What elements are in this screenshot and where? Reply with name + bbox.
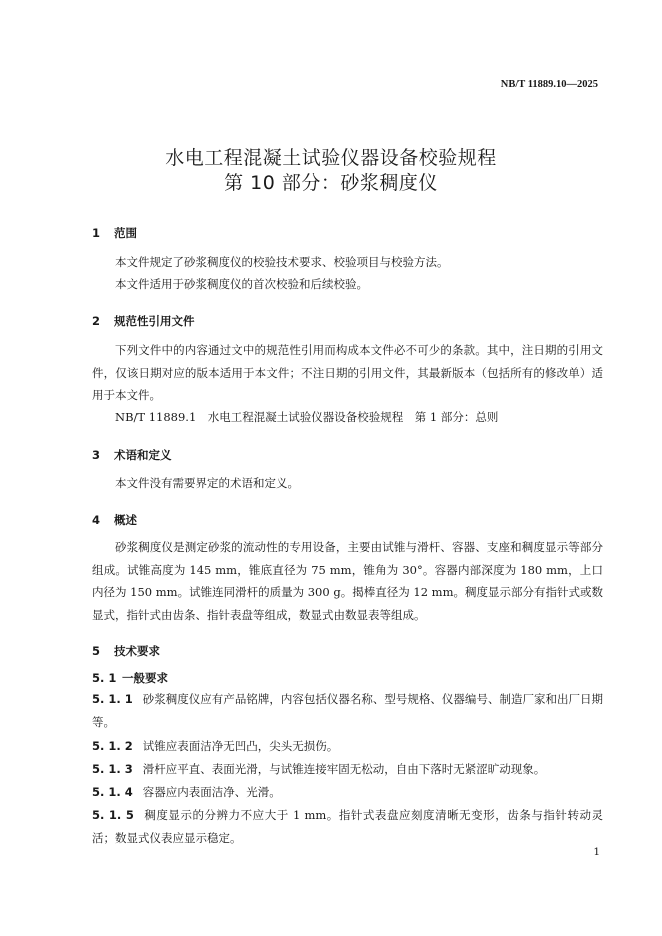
clause-number: 5. 1. 3 xyxy=(92,762,133,776)
section-title: 概述 xyxy=(114,513,137,527)
page-number: 1 xyxy=(593,846,600,858)
section-number: 3 xyxy=(92,448,101,462)
clause-text: 滑杆应平直、表面光滑，与试锥连接牢固无松动，自由下落时无紧涩旷动现象。 xyxy=(142,762,546,776)
clause-5-1-2 xyxy=(92,735,603,758)
clause-number: 5. 1. 1 xyxy=(92,692,133,706)
clause-text: 试锥应表面洁净无凹凸，尖头无损伤。 xyxy=(142,739,339,753)
section-title: 规范性引用文件 xyxy=(114,314,195,328)
section-3-paragraph-1: 本文件没有需要界定的术语和定义。 xyxy=(115,476,299,490)
section-heading-5 xyxy=(92,643,160,659)
section-1-paragraph-1: 本文件规定了砂浆稠度仪的校验技术要求、校验项目与校验方法。 xyxy=(115,255,449,269)
document-title-line1: 水电工程混凝土试验仪器设备校验规程 xyxy=(165,147,497,169)
clause-number: 5. 1. 5 xyxy=(92,808,134,822)
section-number: 5 xyxy=(92,644,101,658)
standard-number: NB/T 11889.10—2025 xyxy=(500,79,598,90)
clause-number: 5. 1. 2 xyxy=(92,739,133,753)
section-2-paragraph-1: 下列文件中的内容通过文中的规范性引用而构成本文件必不可少的条款。其中，注日期的引用文件，仅该日期对应的版本适用于本文件；不注日期的引用文件，其最新版本（包括所有的修改单）适用于本文件。 xyxy=(92,343,603,402)
section-title: 技术要求 xyxy=(114,644,160,658)
section-title: 术语和定义 xyxy=(114,448,172,462)
section-heading-1 xyxy=(92,225,137,241)
clause-text: 容器应内表面洁净、光滑。 xyxy=(142,785,281,799)
clause-text: 稠度显示的分辨力不应大于 1 mm。指针式表盘应刻度清晰无变形，齿条与指针转动灵活；数显式仪表应显示稳定。 xyxy=(92,808,604,845)
section-number: 4 xyxy=(92,513,101,527)
section-title: 范围 xyxy=(114,226,137,240)
clause-5-1-4 xyxy=(92,781,603,804)
clause-5-1-1 xyxy=(92,688,603,734)
document-title-line2: 第 10 部分：砂浆稠度仪 xyxy=(224,172,438,194)
section-heading-3 xyxy=(92,447,172,463)
subsection-number: 5. 1 xyxy=(92,671,117,685)
section-number: 2 xyxy=(92,314,101,328)
section-number: 1 xyxy=(92,226,101,240)
section-heading-2 xyxy=(92,313,195,329)
normative-reference: NB/T 11889.1 水电工程混凝土试验仪器设备校验规程 第 1 部分：总则 xyxy=(115,410,499,424)
clause-text: 砂浆稠度仪应有产品铭牌，内容包括仪器名称、型号规格、仪器编号、制造厂家和出厂日期等。 xyxy=(92,692,603,729)
subsection-title: 一般要求 xyxy=(122,671,168,685)
section-1-paragraph-2: 本文件适用于砂浆稠度仪的首次校验和后续校验。 xyxy=(115,277,368,291)
clause-5-1-3 xyxy=(92,758,603,781)
subsection-heading-5-1 xyxy=(92,670,168,686)
section-heading-4 xyxy=(92,512,137,528)
clause-number: 5. 1. 4 xyxy=(92,785,133,799)
section-4-paragraph-1: 砂浆稠度仪是测定砂浆的流动性的专用设备，主要由试锥与滑杆、容器、支座和稠度显示等部分组成。试锥高度为 145 mm，锥底直径为 75 mm，锥角为 30°。容器内部深度为 180 mm，上口内径为 150 mm。试锥连同滑杆的质量为 300 g。揭棒直径为 12 mm。稠度显示部分有指针式或数显式，指针式由齿条、指针表盘等组成，数显式由数显表等组成。 xyxy=(92,540,603,622)
clause-5-1-5 xyxy=(92,804,603,850)
